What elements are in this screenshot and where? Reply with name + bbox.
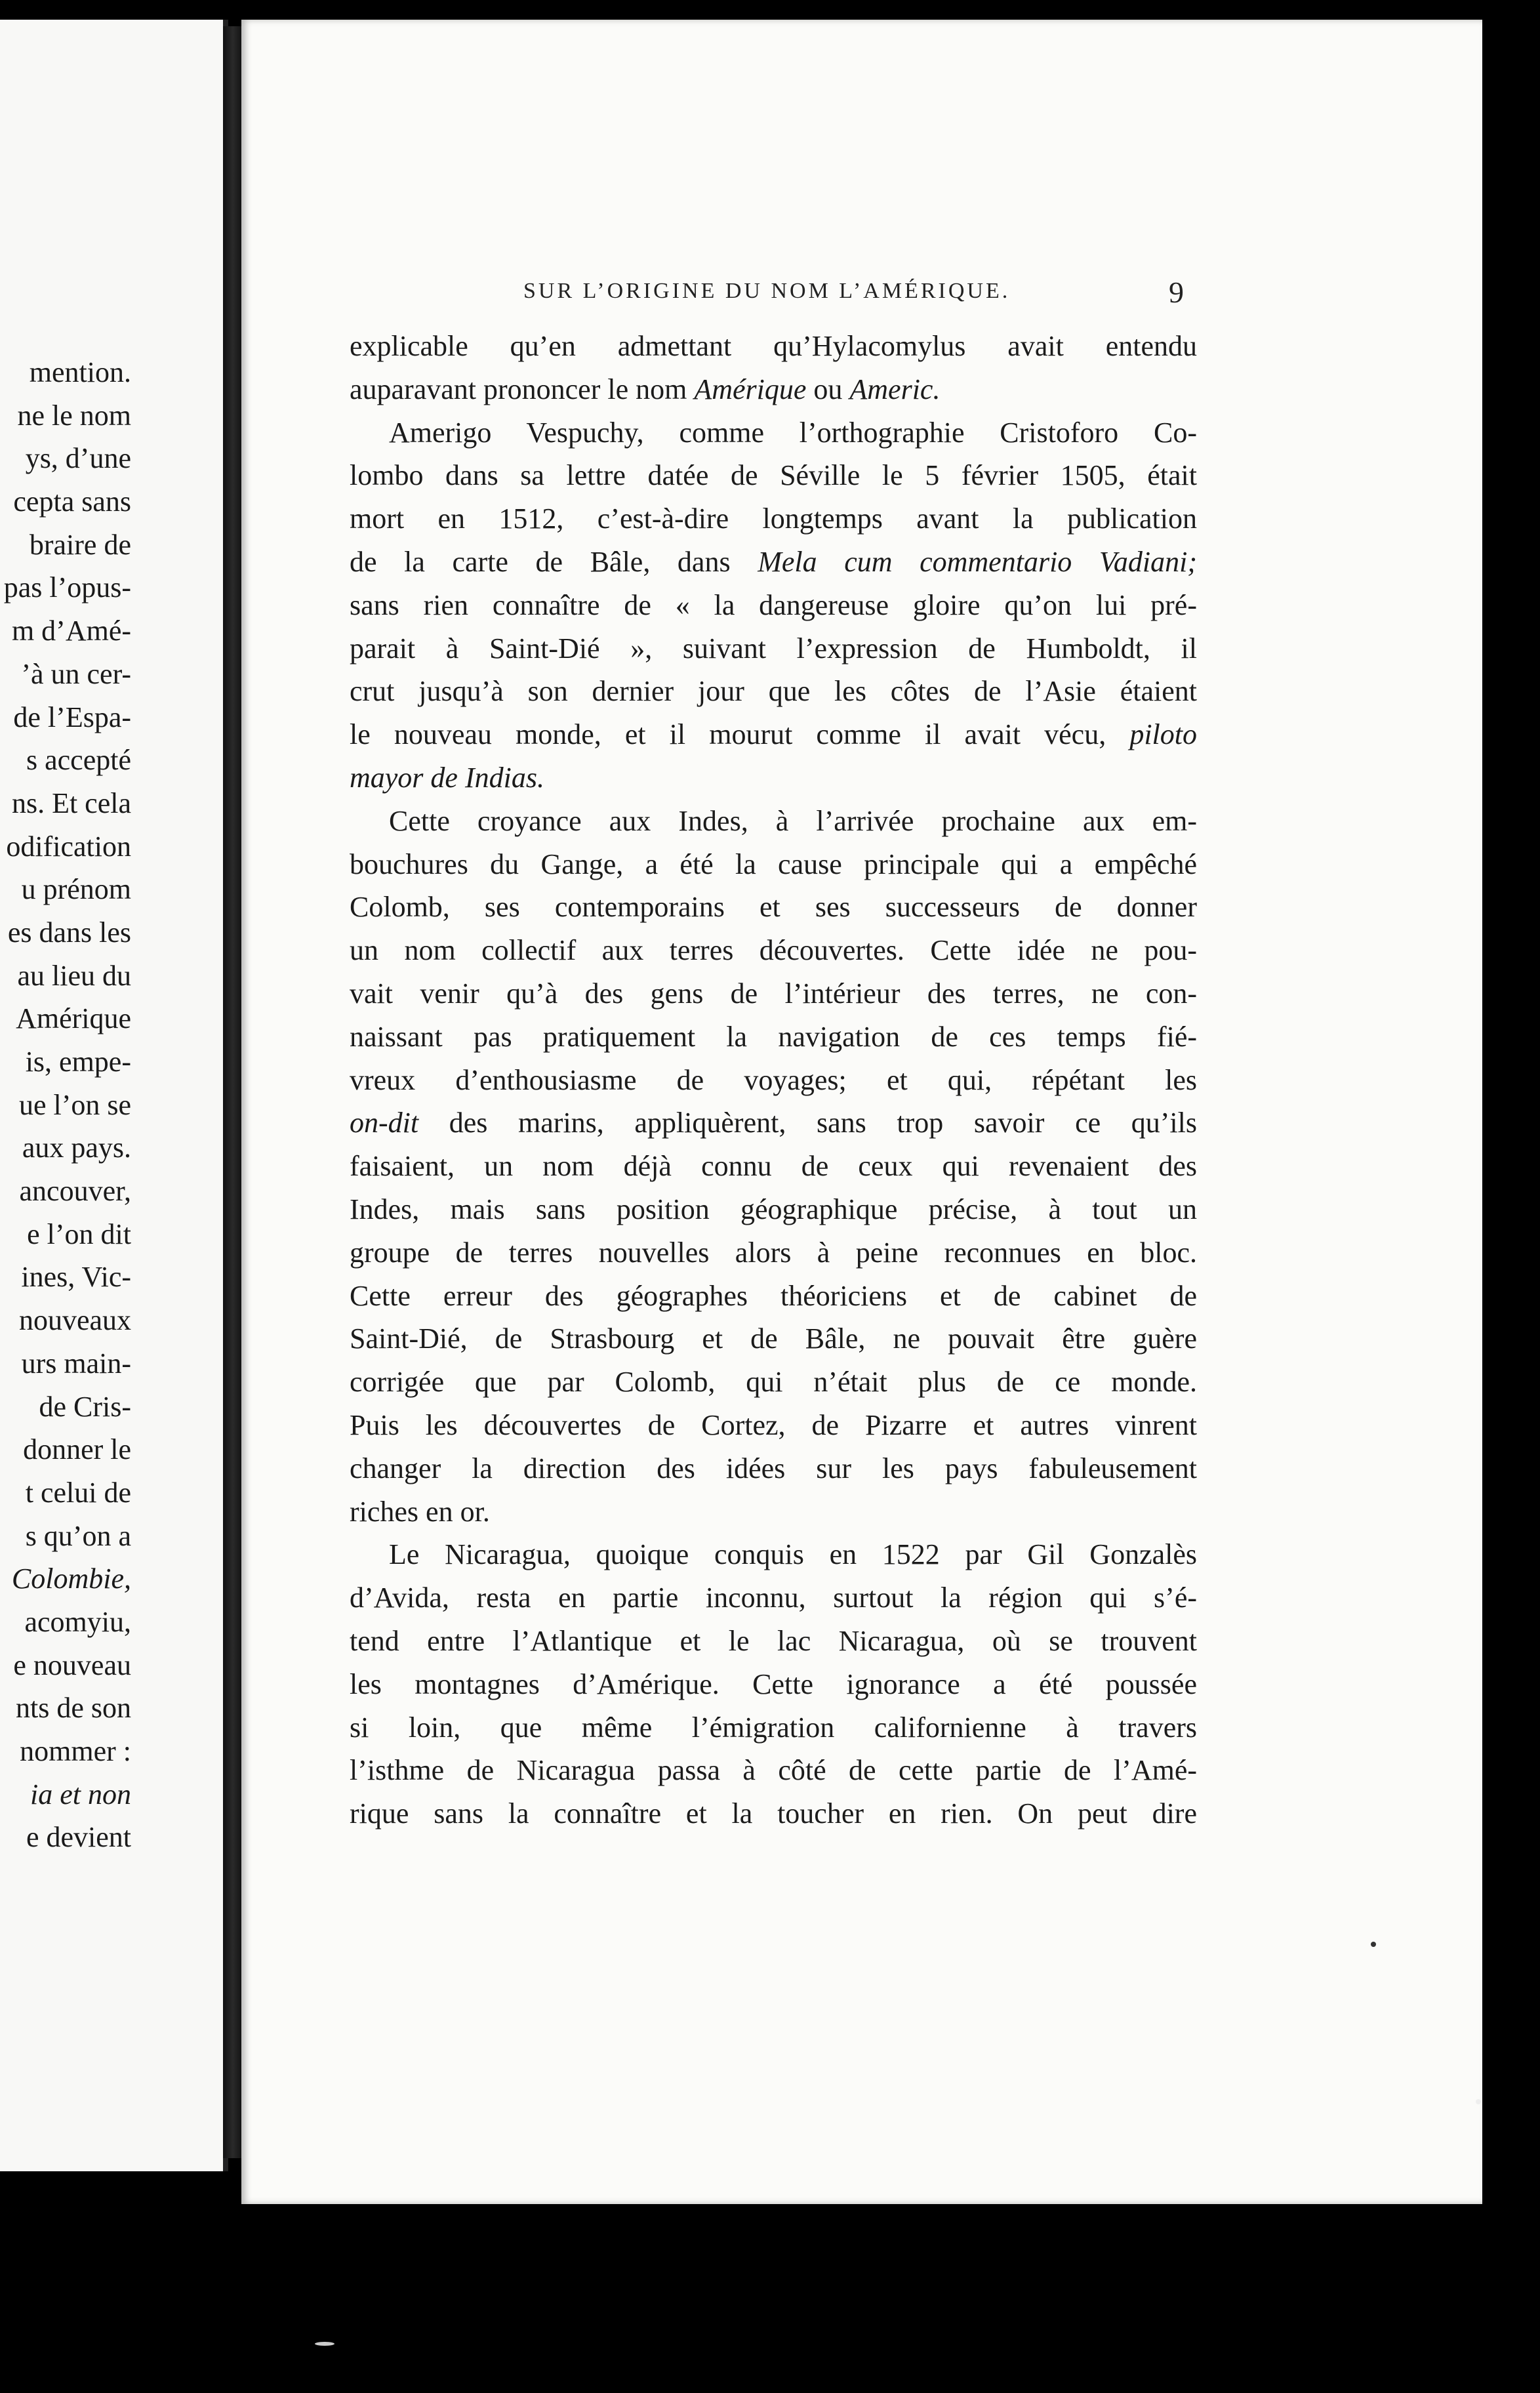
text-line: si loin, que même l’émigration californienne à travers: [350, 1711, 1197, 1744]
previous-page-line: Amérique: [16, 1002, 131, 1035]
book-gutter: [223, 26, 243, 2158]
text-line: explicable qu’en admettant qu’Hylacomylus avait entendu: [350, 330, 1197, 362]
previous-page-line: s accepté: [26, 744, 131, 777]
body-text: [350, 325, 1197, 1835]
text-line: crut jusqu’à son dernier jour que les côtes de l’Asie étaient: [350, 675, 1197, 708]
text-line: sans rien connaître de « la dangereuse gloire qu’on lui pré-: [350, 588, 1197, 621]
previous-page-line: de Cris-: [39, 1390, 131, 1423]
text-line: Cette erreur des géographes théoriciens et de cabinet de: [350, 1279, 1197, 1312]
text-line: groupe de terres nouvelles alors à peine reconnues en bloc.: [350, 1236, 1197, 1269]
previous-page-line: nommer :: [20, 1735, 131, 1767]
text-line: Cette croyance aux Indes, à l’arrivée prochaine aux em-: [389, 804, 1197, 837]
previous-page-line: m d’Amé-: [11, 615, 131, 647]
text-line: mort en 1512, c’est-à-dire longtemps avant la publication: [350, 502, 1197, 535]
text-line: Colomb, ses contemporains et ses successeurs de donner: [350, 891, 1197, 924]
text-line: on-dit des marins, appliquèrent, sans trop savoir ce qu’ils: [350, 1107, 1197, 1139]
previous-page-line: braire de: [29, 528, 131, 561]
previous-page-line: ancouver,: [19, 1175, 131, 1208]
previous-page-line: odification: [6, 830, 131, 863]
text-line: naissant pas pratiquement la navigation de ces temps fié-: [350, 1020, 1197, 1053]
previous-page-line: cepta sans: [13, 485, 131, 518]
previous-page-line: ys, d’une: [25, 442, 131, 475]
previous-page-line: ines, Vic-: [21, 1261, 131, 1294]
previous-page-line: es dans les: [7, 916, 131, 949]
previous-page-line: aux pays.: [22, 1132, 131, 1164]
text-line: l’isthme de Nicaragua passa à côté de cette partie de l’Amé-: [350, 1754, 1197, 1787]
previous-page-line: pas l’opus-: [3, 571, 131, 604]
text-line: d’Avida, resta en partie inconnu, surtout la région qui s’é-: [350, 1582, 1197, 1614]
text-line: un nom collectif aux terres découvertes. Cette idée ne pou-: [350, 934, 1197, 967]
text-line: riches en or.: [350, 1495, 490, 1528]
text-line: auparavant prononcer le nom Amérique ou Americ.: [350, 373, 941, 405]
previous-page-line: urs main-: [21, 1347, 131, 1380]
text-line: vait venir qu’à des gens de l’intérieur des terres, ne con-: [350, 977, 1197, 1010]
previous-page-line: nts de son: [16, 1692, 131, 1725]
previous-page-line: e l’on dit: [27, 1217, 131, 1250]
running-title: SUR L’ORIGINE DU NOM L’AMÉRIQUE.: [523, 279, 1011, 303]
text-line: parait à Saint-Dié », suivant l’expression de Humboldt, il: [350, 632, 1197, 665]
text-line: Le Nicaragua, quoique conquis en 1522 par Gil Gonzalès: [389, 1538, 1197, 1571]
text-line: changer la direction des idées sur les pays fabuleusement: [350, 1452, 1197, 1484]
book-page: [241, 20, 1482, 2204]
text-line: rique sans la connaître et la toucher en rien. On peut dire: [350, 1797, 1197, 1830]
previous-page-line: nouveaux: [18, 1304, 131, 1337]
previous-page-line: e nouveau: [13, 1648, 131, 1681]
page-number: 9: [1169, 276, 1184, 309]
previous-page-line: is, empe-: [25, 1046, 131, 1078]
previous-page: [0, 20, 228, 2171]
text-line: les montagnes d’Amérique. Cette ignorance a été poussée: [350, 1667, 1197, 1700]
previous-page-line: ue l’on se: [18, 1088, 131, 1121]
previous-page-line: mention.: [29, 356, 131, 388]
text-line: Amerigo Vespuchy, comme l’orthographie Cristoforo Co-: [389, 416, 1197, 449]
text-line: mayor de Indias.: [350, 761, 544, 794]
previous-page-line: e devient: [26, 1821, 131, 1854]
text-line: le nouveau monde, et il mourut comme il avait vécu, piloto: [350, 718, 1197, 751]
previous-page-line: donner le: [23, 1433, 131, 1466]
text-line: de la carte de Bâle, dans Mela cum commentario Vadiani;: [350, 545, 1197, 578]
running-head: [241, 276, 1482, 312]
previous-page-line: ne le nom: [17, 399, 131, 432]
previous-page-line: ns. Et cela: [11, 787, 131, 819]
previous-page-line: t celui de: [25, 1476, 131, 1509]
text-line: tend entre l’Atlantique et le lac Nicaragua, où se trouvent: [350, 1624, 1197, 1657]
previous-page-line: u prénom: [21, 873, 131, 906]
text-line: corrigée que par Colomb, qui n’était plus de ce monde.: [350, 1366, 1197, 1399]
previous-page-line: acomyiu,: [24, 1605, 131, 1638]
text-line: Puis les découvertes de Cortez, de Pizarre et autres vinrent: [350, 1408, 1197, 1441]
previous-page-line: au lieu du: [17, 959, 131, 992]
text-line: Indes, mais sans position géographique précise, à tout un: [350, 1193, 1197, 1225]
text-line: vreux d’enthousiasme de voyages; et qui, répétant les: [350, 1063, 1197, 1096]
previous-page-text: [0, 351, 131, 1859]
text-line: faisaient, un nom déjà connu de ceux qui revenaient des: [350, 1150, 1197, 1183]
text-line: Saint-Dié, de Strasbourg et de Bâle, ne pouvait être guère: [350, 1322, 1197, 1355]
previous-page-line: ia et non: [30, 1778, 131, 1810]
previous-page-line: Colombie,: [11, 1563, 131, 1595]
text-line: bouchures du Gange, a été la cause principale qui a empêché: [350, 848, 1197, 880]
previous-page-line: de l’Espa-: [13, 701, 131, 733]
text-line: lombo dans sa lettre datée de Séville le 5 février 1505, était: [350, 459, 1197, 492]
previous-page-line: s qu’on a: [25, 1519, 131, 1552]
previous-page-line: ’à un cer-: [21, 657, 131, 690]
